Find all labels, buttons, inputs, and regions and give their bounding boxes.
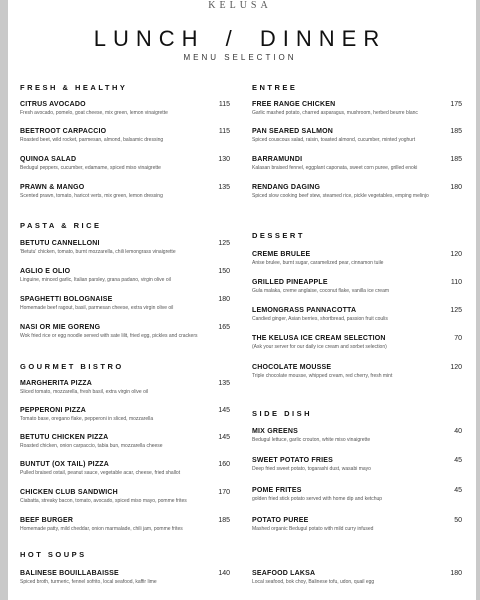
item-name: BEETROOT CARPACCIO (20, 128, 107, 135)
item-name: GRILLED PINEAPPLE (252, 279, 328, 286)
item-name: LEMONGRASS PANNACOTTA (252, 307, 357, 314)
section-heading-dessert: DESSERT (252, 231, 305, 240)
item-description: Gula malaka, creme anglaise, coconut flake, vanilla ice cream (252, 288, 390, 294)
menu-item (20, 101, 230, 116)
item-price: 135 (218, 380, 230, 387)
menu-item (252, 279, 462, 294)
item-price: 130 (218, 156, 230, 163)
item-price: 115 (218, 128, 230, 135)
item-name: BALINESE BOUILLABAISSE (20, 570, 119, 577)
item-price: 180 (450, 184, 462, 191)
item-name: THE KELUSA ICE CREAM SELECTION (252, 335, 386, 342)
item-description: Candied ginger, Asian berries, shortbread, passion fruit coulis (252, 316, 388, 322)
menu-title: LUNCH / DINNER (93, 26, 387, 51)
menu-item (20, 240, 230, 255)
item-name: BETUTU CHICKEN PIZZA (20, 434, 109, 441)
item-price: 145 (218, 434, 230, 441)
item-description: Mashed organic Bedugul potato with mild curry infused (252, 526, 374, 532)
item-description: Kalasan braised fennel, eggplant caponata, sweet corn puree, grilled enoki (252, 165, 418, 171)
menu-item (252, 156, 462, 171)
item-description: Spiced broth, turmeric, fennel sofrito, local seafood, kaffir lime (20, 579, 157, 585)
item-description: Local seafood, bok choy, Balinese tofu, udon, quail egg (252, 579, 375, 585)
item-name: BETUTU CANNELLONI (20, 240, 100, 247)
item-name: BARRAMUNDI (252, 156, 303, 163)
menu-item (252, 364, 462, 379)
menu-item (252, 128, 462, 143)
section-heading-soups: HOT SOUPS (20, 550, 87, 559)
right-frame-border (476, 0, 480, 600)
item-price: 175 (450, 101, 462, 108)
item-price: 150 (218, 268, 230, 275)
item-name: PAN SEARED SALMON (252, 128, 334, 135)
item-price: 120 (450, 251, 462, 258)
item-description: Wok fried rice or egg noodle served with sate lilit, fried egg, pickles and crackers (20, 333, 198, 339)
section-heading-entree: ENTREE (252, 83, 298, 92)
menu-item (20, 184, 230, 199)
item-name: POTATO PUREE (252, 517, 309, 524)
item-price: 45 (454, 457, 462, 464)
item-description: Linguine, minced garlic, Italian parsley, grana padano, virgin olive oil (20, 277, 171, 283)
item-price: 160 (218, 461, 230, 468)
item-description: Ciabatta, streaky bacon, tomato, avocado, spiced miso mayo, pomme frites (20, 498, 187, 504)
item-price: 50 (454, 517, 462, 524)
menu-item (252, 335, 462, 350)
item-price: 180 (450, 570, 462, 577)
item-name: MARGHERITA PIZZA (20, 380, 93, 387)
item-name: SEAFOOD LAKSA (252, 570, 316, 577)
item-description: Garlic mashed potato, charred asparagus, mushroom, herbed beurre blanc (252, 110, 418, 116)
section-heading-pasta: PASTA & RICE (20, 221, 102, 230)
item-name: RENDANG DAGING (252, 184, 321, 191)
section-heading-side-dish: SIDE DISH (252, 409, 313, 418)
menu-item (252, 487, 462, 502)
item-description: Homemade patty, mild cheddar, onion marmalade, chili jam, pomme frites (20, 526, 183, 532)
item-name: POME FRITES (252, 487, 302, 494)
item-price: 145 (218, 407, 230, 414)
item-price: 170 (218, 489, 230, 496)
item-name: NASI OR MIE GORENG (20, 324, 101, 331)
item-name: BEEF BURGER (20, 517, 74, 524)
item-name: SPAGHETTI BOLOGNAISE (20, 296, 113, 303)
item-description: Roasted beet, wild rocket, parmesan, almond, balsamic dressing (20, 137, 164, 143)
menu-item (20, 380, 230, 395)
item-name: CHICKEN CLUB SANDWICH (20, 489, 118, 496)
item-description: Bedugul lettuce, garlic crouton, white miso vinaigrette (252, 437, 371, 443)
item-name: PEPPERONI PIZZA (20, 407, 87, 414)
menu-item (252, 184, 462, 199)
menu-item (20, 128, 230, 143)
menu-item (20, 156, 230, 171)
menu-item (20, 324, 230, 339)
left-frame-border (0, 0, 8, 600)
menu-item (20, 296, 230, 311)
menu-subtitle: MENU SELECTION (183, 53, 297, 62)
item-description: Sliced tomato, mozzarella, fresh basil, extra virgin olive oil (20, 389, 149, 395)
menu-item (252, 457, 462, 472)
item-price: 135 (218, 184, 230, 191)
menu-item (252, 428, 462, 443)
item-price: 45 (454, 487, 462, 494)
item-price: 125 (450, 307, 462, 314)
menu-item (20, 489, 230, 504)
item-description: Tomato base, oregano flake, pepperoni in sliced, mozzarella (20, 416, 154, 422)
menu-item (20, 434, 230, 449)
item-name: MIX GREENS (252, 428, 298, 435)
item-description: Homemade beef ragout, basil, parmesan cheese, extra virgin olive oil (20, 305, 174, 311)
item-price: 185 (450, 156, 462, 163)
menu-item (20, 407, 230, 422)
item-description: Anise brulee, burnt sugar, caramelized pear, cinnamon tuile (252, 260, 384, 266)
menu-item (20, 517, 230, 532)
item-description: Pulled braised oxtail, peanut sauce, vegetable acar, cheese, fried shallot (20, 470, 181, 476)
item-price: 40 (454, 428, 462, 435)
item-description: Triple chocolate mousse, whipped cream, red cherry, fresh mint (252, 373, 393, 379)
item-price: 70 (454, 335, 462, 342)
item-name: CHOCOLATE MOUSSE (252, 364, 332, 371)
item-description: Scented prawn, tomato, haricot verts, mix green, lemon dressing (20, 193, 163, 199)
item-price: 120 (450, 364, 462, 371)
menu-item (20, 268, 230, 283)
item-price: 125 (218, 240, 230, 247)
item-description: Spiced slow cooking beef stew, steamed rice, pickle vegetables, emping melinjo (252, 193, 429, 199)
item-description: Deep fried sweet potato, togarashi dust, wasabi mayo (252, 466, 371, 472)
item-description: 'Betutu' chicken, tomato, burnt mozzarella, chili lemongrass vinaigrette (20, 249, 176, 255)
item-description: Fresh avocado, pomelo, goat cheese, mix green, lemon vinaigrette (20, 110, 168, 116)
item-name: SWEET POTATO FRIES (252, 457, 333, 464)
menu-item (252, 570, 462, 585)
item-price: 115 (218, 101, 230, 108)
menu-item (20, 570, 230, 585)
item-price: 140 (218, 570, 230, 577)
section-heading-fresh: FRESH & HEALTHY (20, 83, 128, 92)
menu-item (252, 251, 462, 266)
section-heading-bistro: GOURMET BISTRO (20, 362, 124, 371)
menu-item (20, 461, 230, 476)
menu-item (252, 517, 462, 532)
item-name: FREE RANGE CHICKEN (252, 101, 336, 108)
item-price: 165 (218, 324, 230, 331)
item-price: 180 (218, 296, 230, 303)
item-name: CREME BRULEE (252, 251, 311, 258)
item-name: PRAWN & MANGO (20, 184, 85, 191)
item-description: Spiced couscous salad, raisin, toasted almond, cucumber, minted yoghurt (252, 137, 416, 143)
item-price: 185 (218, 517, 230, 524)
item-description: Roasted chicken, onion carpaccio, tabia bun, mozzarella cheese (20, 443, 163, 449)
item-name: AGLIO E OLIO (20, 268, 71, 275)
item-description: golden fried stick potato served with home dip and ketchup (252, 496, 383, 502)
item-name: BUNTUT (OX TAIL) PIZZA (20, 461, 110, 468)
item-price: 110 (450, 279, 462, 286)
item-description: Bedugul peppers, cucumber, edamame, spiced miso vinaigrette (20, 165, 161, 171)
item-price: 185 (450, 128, 462, 135)
item-name: QUINOA SALAD (20, 156, 77, 163)
brand-logo: KELUSA (208, 0, 272, 11)
menu-item (252, 101, 462, 116)
item-name: CITRUS AVOCADO (20, 101, 86, 108)
item-description: (Ask your server for our daily ice cream and sorbet selection) (252, 344, 387, 350)
menu-item (252, 307, 462, 322)
